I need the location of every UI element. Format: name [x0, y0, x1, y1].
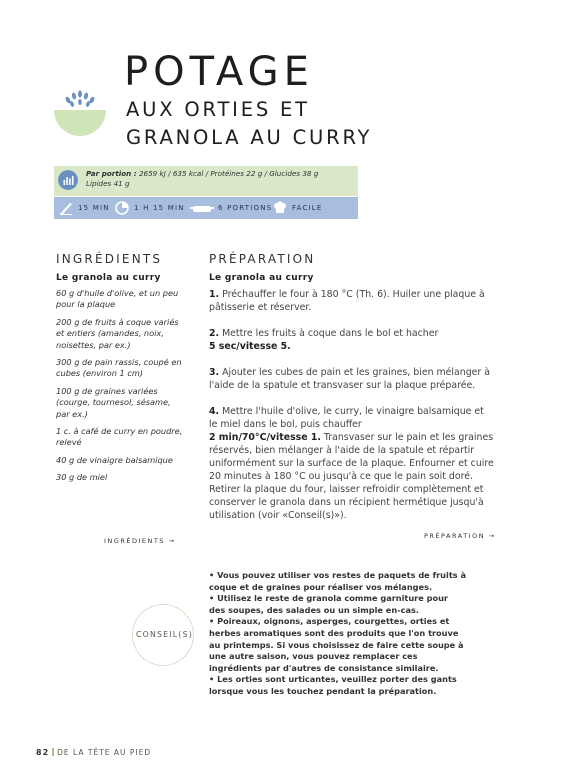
ingredient-item: 40 g de vinaigre balsamique	[56, 454, 173, 465]
nutrition-values: 2659 kJ / 635 kcal / Protéines 22 g / Glucides 38 g	[138, 169, 319, 178]
preparation-steps	[209, 273, 495, 535]
conseil-text	[209, 570, 467, 698]
nutrition-label: Par portion :	[86, 169, 137, 178]
step-text-after: Transvaser sur le pain et les graines réservés, bien mélanger à l'aide de la spatule et répartir uniformément sur la surface de la plaque. Enfourner et cuire 20 minutes à 180 °C ou jusqu'à ce que le pain soit doré. Retirer la plaque du four, laisser refroidir complètement et conserver le granola dans un récipient hermétique jusqu'à utilisation (voir «Conseil(s)»).	[209, 432, 494, 521]
prep-step	[209, 288, 495, 314]
ingredient-item: 30 g de miel	[56, 472, 108, 483]
preparation-heading: PRÉPARATION	[209, 252, 316, 266]
ingredient-item: 1 c. à café de curry en poudre, relevé	[56, 426, 183, 448]
conseil-item: • Vous pouvez utiliser vos restes de paquets de fruits à coque et de graines pour réaliser vos mélanges.	[209, 570, 466, 592]
step-number: 1.	[209, 289, 220, 300]
conseil-label: CONSEIL(S)	[136, 630, 193, 639]
ingredients-heading: INGRÉDIENTS	[56, 252, 163, 266]
bowl-icon	[52, 88, 108, 138]
footer-divider	[52, 748, 54, 756]
prep-step	[209, 405, 495, 522]
prep-step	[209, 327, 495, 353]
ingredients-list	[56, 273, 186, 490]
ingredient-item: 200 g de fruits à coque variés et entiers (amandes, noix, noisettes, par ex.)	[56, 316, 179, 350]
difficulty: FACILE	[292, 204, 323, 212]
total-time: 1 H 15 MIN	[134, 204, 185, 212]
step-setting: 5 sec/vitesse 5.	[209, 341, 291, 352]
step-setting: 2 min/70°C/vitesse 1.	[209, 432, 321, 443]
prep-step	[209, 366, 495, 392]
conseil-item: • Poireaux, oignons, asperges, courgettes, orties et herbes aromatiques sont des produits que l'on trouve au printemps. Si vous choisissez de faire cette soupe à une autre saison, vous pouvez remplacer ces ingrédients par d'autres de consistance similaire.	[209, 616, 464, 673]
prep-time: 15 MIN	[78, 204, 110, 212]
nutrition-info	[86, 169, 346, 189]
preparation-subhead: Le granola au curry	[209, 273, 314, 283]
step-number: 4.	[209, 406, 220, 417]
page-number: 82	[36, 748, 50, 757]
subtitle-line-2: GRANOLA AU CURRY	[126, 126, 373, 149]
conseil-item: • Les orties sont urticantes, veuillez porter des gants lorsque vous les touchez pendant la préparation.	[209, 674, 457, 696]
recipe-subtitle	[126, 96, 372, 152]
step-text: Mettre les fruits à coque dans le bol et hacher	[222, 328, 439, 339]
timer-icon	[114, 200, 130, 216]
conseil-item: • Utilisez le reste de granola comme garniture pour des soupes, des salades ou un simple en-cas.	[209, 593, 448, 615]
nutrition-values-2: Lipides 41 g	[86, 179, 130, 188]
baking-dish-icon	[190, 200, 214, 216]
ingredients-link[interactable]: INGRÉDIENTS →	[104, 537, 176, 545]
step-text: Ajouter les cubes de pain et les graines, bien mélanger à l'aide de la spatule et transvaser sur la plaque préparée.	[209, 367, 490, 391]
section-name: DE LA TÊTE AU PIED	[57, 748, 152, 757]
chef-hat-icon	[272, 200, 288, 216]
preparation-link[interactable]: PRÉPARATION →	[424, 532, 496, 540]
page-footer	[36, 748, 151, 757]
ingredient-item: 60 g d'huile d'olive, et un peu pour la plaque	[56, 288, 179, 310]
step-text: Préchauffer le four à 180 °C (Th. 6). Huiler une plaque à pâtisserie et réserver.	[209, 289, 485, 313]
recipe-title: POTAGE	[124, 49, 314, 95]
portions: 6 PORTIONS	[218, 204, 273, 212]
step-number: 3.	[209, 367, 220, 378]
ingredients-subhead: Le granola au curry	[56, 273, 161, 283]
ingredient-item: 100 g de graines variées (courge, tournesol, sésame, par ex.)	[56, 385, 171, 419]
ingredient-item: 300 g de pain rassis, coupé en cubes (environ 1 cm)	[56, 357, 182, 379]
nutrition-chart-icon	[58, 170, 78, 190]
knife-icon	[58, 200, 74, 216]
step-number: 2.	[209, 328, 220, 339]
subtitle-line-1: AUX ORTIES ET	[126, 98, 310, 121]
step-text: Mettre l'huile d'olive, le curry, le vinaigre balsamique et le miel dans le bol, puis chauffer	[209, 406, 484, 430]
